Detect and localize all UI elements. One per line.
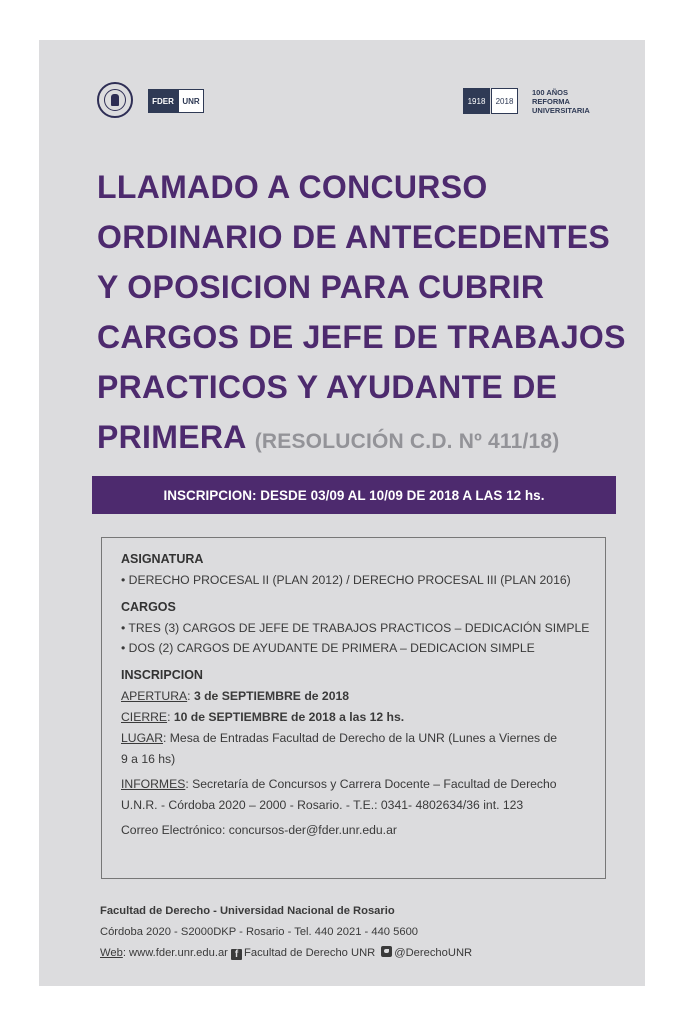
twitter-icon [381,946,392,957]
reforma-anniversary-logo [463,88,602,114]
title-line: PRACTICOS Y AYUDANTE DE [97,369,558,405]
lugar-row: LUGAR: Mesa de Entradas Facultad de Derecho de la UNR (Lunes a Viernes de [121,731,558,745]
email-link[interactable]: concursos-der@fder.unr.edu.ar [228,823,397,837]
year-end: 2018 [491,88,518,114]
cargos-heading: CARGOS [121,600,176,614]
informes-row-cont: U.N.R. - Córdoba 2020 – 2000 - Rosario. - T.E.: 0341- 4802634/36 int. 123 [121,798,524,812]
asignatura-heading: ASIGNATURA [121,552,204,566]
footer-address: Córdoba 2020 - S2000DKP - Rosario - Tel. 440 2021 - 440 5600 [100,926,419,938]
title-line: CARGOS DE JEFE DE TRABAJOS [97,319,626,355]
footer-links: Web: www.fder.unr.edu.ar f Facultad de Derecho UNR @DerechoUNR [100,947,473,960]
apertura-row: APERTURA: 3 de SEPTIEMBRE de 2018 [121,689,350,703]
fder-unr-logo [148,89,204,113]
resolution-reference: (RESOLUCIÓN C.D. Nº 411/18) [254,430,560,453]
inscripcion-heading: INSCRIPCION [121,668,203,682]
asignatura-item: • DERECHO PROCESAL II (PLAN 2012) / DERECHO PROCESAL III (PLAN 2016) [121,573,571,587]
poster [39,40,645,986]
twitter-link[interactable]: @DerechoUNR [394,947,473,959]
fder-label: FDER [148,89,178,113]
cargo-item: • DOS (2) CARGOS DE AYUDANTE DE PRIMERA – DEDICACION SIMPLE [121,641,535,655]
facebook-link[interactable]: Facultad de Derecho UNR [244,947,376,959]
title-line: Y OPOSICION PARA CUBRIR [97,269,545,305]
lugar-row-cont: 9 a 16 hs) [121,752,176,766]
web-link[interactable]: www.fder.unr.edu.ar [129,947,228,959]
facebook-icon: f [231,949,242,960]
informes-row: INFORMES: Secretaría de Concursos y Carrera Docente – Facultad de Derecho [121,777,557,791]
title-line-last: PRIMERA (RESOLUCIÓN C.D. Nº 411/18) [97,419,560,455]
anniversary-text: 100 AÑOS REFORMA UNIVERSITARIA [532,87,590,115]
year-start: 1918 [463,88,490,114]
title-line: ORDINARIO DE ANTECEDENTES [97,219,611,255]
university-seal-logo [97,82,133,118]
footer-institution: Facultad de Derecho - Universidad Nacional de Rosario [100,905,395,917]
details-box [101,537,606,879]
unr-label: UNR [178,89,204,113]
correo-row: Correo Electrónico: concursos-der@fder.unr.edu.ar [121,823,397,837]
title-line: LLAMADO A CONCURSO [97,169,488,205]
cierre-row: CIERRE: 10 de SEPTIEMBRE de 2018 a las 12 hs. [121,710,405,724]
cargo-item: • TRES (3) CARGOS DE JEFE DE TRABAJOS PRACTICOS – DEDICACIÓN SIMPLE [121,621,590,635]
footer [100,901,472,964]
inscription-banner: INSCRIPCION: DESDE 03/09 AL 10/09 DE 2018 A LAS 12 hs. [92,476,616,514]
page-title [97,162,627,467]
